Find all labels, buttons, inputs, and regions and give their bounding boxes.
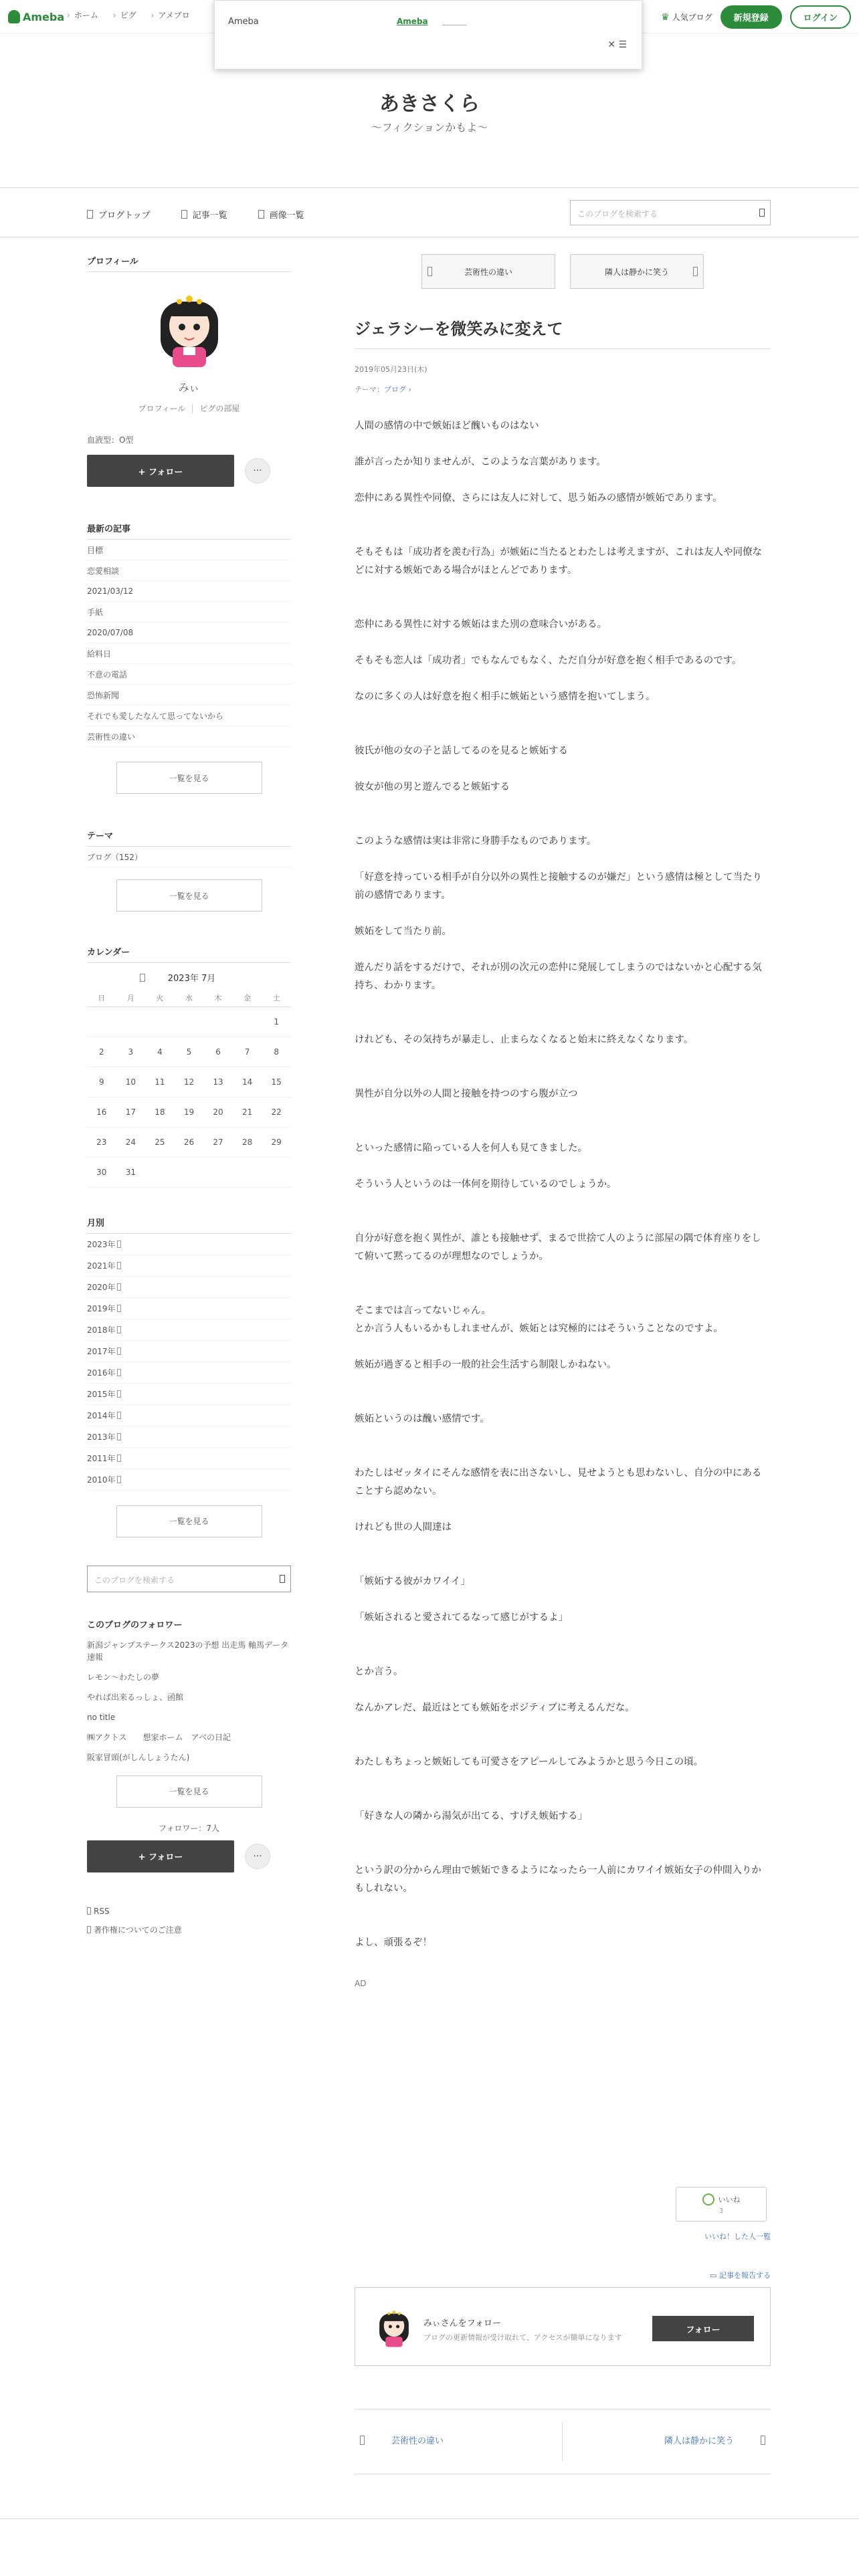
calendar-day: 9 — [87, 1067, 116, 1097]
monthly-heading: 月別 — [87, 1216, 291, 1234]
rss-icon — [87, 1907, 91, 1915]
monthly-archive-item[interactable] — [87, 1255, 291, 1277]
recent-entries-list — [87, 540, 291, 747]
article-paragraph — [355, 1717, 771, 1735]
article-paragraph — [355, 1392, 771, 1410]
follow-card-title: みぃさんをフォロー — [423, 2319, 501, 2329]
report-label: 記事を報告する — [719, 2271, 771, 2280]
weekday: 木 — [203, 989, 233, 1006]
article-paragraph — [355, 1103, 771, 1121]
follower-blog-link[interactable]: ㈱アクトス 想家ホーム アベの日記 — [87, 1732, 231, 1742]
calendar-day — [203, 1006, 233, 1037]
ad-label: AD — [355, 1979, 367, 1988]
article-paragraph: けれども世の人間達は — [355, 1522, 452, 1533]
theme-link[interactable]: ブログ — [384, 385, 406, 394]
chevron-left-icon — [427, 267, 432, 276]
logo-text: Ameba — [23, 10, 65, 23]
calendar-day — [145, 1157, 175, 1187]
recent-entry[interactable]: 不意の電話 — [87, 664, 291, 685]
smile-icon — [702, 2193, 714, 2206]
follower-blog-link[interactable]: 新潟ジャンプステークス2023の予想 出走馬 軸馬データ速報 — [87, 1640, 289, 1662]
article-body — [355, 417, 771, 1952]
archive-year: 2014年 — [87, 1410, 116, 1420]
article-paragraph — [355, 1212, 771, 1230]
weekday: 水 — [175, 989, 204, 1006]
expand-icon[interactable] — [117, 1455, 121, 1462]
calendar-day — [175, 1006, 204, 1037]
article-paragraph: 嫉妬というのは醜い感情です。 — [355, 1414, 490, 1424]
article-paragraph — [355, 1555, 771, 1573]
global-nav — [67, 9, 190, 21]
article-paragraph — [355, 905, 771, 923]
recent-heading: 最新の記事 — [87, 522, 291, 540]
article-paragraph — [355, 1067, 771, 1085]
article-paragraph — [355, 1772, 771, 1790]
article-paragraph — [355, 941, 771, 959]
calendar-day: 1 — [262, 1006, 291, 1037]
article-paragraph — [355, 526, 771, 544]
article-paragraph — [355, 1844, 771, 1862]
report-icon: ▭ — [710, 2271, 719, 2280]
article-paragraph: 彼氏が他の女の子と話してるのを見ると嫉妬する — [355, 746, 568, 756]
article-paragraph: わたしはゼッタイにそんな感情を表に出さないし、見せようとも思わないし、自分の中にあることすら認めない。 — [355, 1468, 762, 1497]
article-paragraph: そこまでは言ってないじゃん。 とか言う人もいるかもしれませんが、嫉妬とは究極的にはそういうことなのですよ。 — [355, 1305, 723, 1334]
article-paragraph — [355, 1121, 771, 1140]
archive-year: 2010年 — [87, 1475, 116, 1485]
calendar-day: 20 — [203, 1097, 233, 1127]
avatar-illustration — [153, 287, 226, 367]
article-paragraph: 彼女が他の男と遊んでると嫉妬する — [355, 782, 510, 792]
archive-year: 2018年 — [87, 1325, 116, 1335]
expand-icon[interactable] — [117, 1412, 121, 1419]
next-article-button[interactable] — [570, 254, 704, 289]
follower-blog-link[interactable]: レモン〜わたしの夢 — [87, 1672, 160, 1682]
chevron-right-icon: › — [406, 385, 411, 394]
sidebar-search-placeholder: このブログを検索する — [94, 1575, 175, 1585]
article-paragraph — [355, 706, 771, 724]
calendar-month: 2023年 7月 — [167, 974, 216, 984]
pig-room-link[interactable]: ピグの部屋 — [192, 404, 246, 413]
article-paragraph: 嫉妬をして当たり前。 — [355, 926, 452, 937]
theme-more-button[interactable]: 一覧を見る — [116, 879, 262, 911]
article-paragraph: 人間の感情の中で嫉妬ほど醜いものはない — [355, 421, 539, 431]
avatar[interactable] — [153, 287, 226, 367]
blog-subtitle: 〜フィクションかもよ〜 — [371, 121, 488, 134]
followers-list — [87, 1635, 291, 1767]
calendar-day: 29 — [262, 1127, 291, 1157]
nav-entry-list-label: 記事一覧 — [192, 211, 227, 221]
calendar-header — [87, 971, 291, 984]
monthly-archive-item[interactable] — [87, 1298, 291, 1319]
calendar-day: 13 — [203, 1067, 233, 1097]
image-icon — [258, 210, 264, 219]
article-paragraph: という訳の分からん理由で嫉妬できるようになったら一人前にカワイイ嫉妬女子の仲間入りかもしれない。 — [355, 1865, 761, 1894]
calendar-day: 8 — [262, 1037, 291, 1067]
article-paragraph — [355, 634, 771, 652]
article-paragraph: このような感情は実は非常に身勝手なものであります。 — [355, 836, 597, 847]
weekday: 金 — [233, 989, 262, 1006]
popular-blog-link[interactable] — [661, 11, 712, 23]
sidebar — [87, 254, 291, 1939]
more-options-button[interactable]: ··· — [245, 1844, 270, 1869]
article-paragraph — [355, 1266, 771, 1284]
calendar-day: 27 — [203, 1127, 233, 1157]
calendar-day — [203, 1157, 233, 1187]
recent-entry[interactable]: 給料日 — [87, 643, 291, 664]
nav-home[interactable]: › ホーム — [67, 9, 98, 21]
calendar-prev-icon[interactable] — [140, 974, 145, 982]
recent-entry[interactable]: 目標 — [87, 540, 291, 560]
calendar-day: 30 — [87, 1157, 116, 1187]
monthly-archive-list — [87, 1234, 291, 1491]
profile-section — [87, 272, 291, 487]
monthly-archive-item[interactable] — [87, 1234, 291, 1255]
calendar-body — [87, 1006, 291, 1187]
article-paragraph: 恋仲にある異性や同僚、さらには友人に対して、思う妬みの感情が嫉妬であります。 — [355, 493, 723, 504]
article-paragraph: とか言う。 — [355, 1667, 403, 1677]
expand-icon[interactable] — [117, 1369, 121, 1376]
calendar-day: 19 — [175, 1097, 204, 1127]
article-paragraph — [355, 995, 771, 1013]
article-title[interactable]: ジェラシーを微笑みに変えて — [355, 316, 771, 349]
article-paragraph: 遊んだり話をするだけで、それが別の次元の恋仲に発展してしまうのではないかと心配する気持ち、わかります。 — [355, 962, 762, 991]
rss-label: RSS — [94, 1906, 110, 1916]
weekday: 火 — [145, 989, 175, 1006]
home-icon — [87, 210, 93, 219]
article-paragraph — [355, 1627, 771, 1645]
calendar-day — [116, 1006, 146, 1037]
article-paragraph: そもそもは「成功者を羨む行為」が嫉妬に当たるとわたしは考えますが、これは友人や同僚などに対する嫉妬である場合がほとんどであります。 — [355, 547, 762, 576]
article-paragraph: といった感情に陥っている人を何人も見てきました。 — [355, 1143, 587, 1154]
crown-icon: ♛ — [661, 11, 670, 23]
popular-label: 人気ブログ — [672, 13, 712, 22]
popup-ameba-link[interactable]: Ameba — [397, 17, 428, 26]
article-paragraph: 自分が好意を抱く異性が、誰とも接触せず、まるで世捨て人のように部屋の隅で体育座りをして俯いて黙ってるのが理想なのでしょうか。 — [355, 1233, 761, 1262]
article-paragraph — [355, 815, 771, 833]
article-paragraph — [355, 1898, 771, 1916]
article-paragraph: けれども、その気持ちが暴走し、止まらなくなると始末に終えなくなります。 — [355, 1035, 694, 1045]
signup-button[interactable]: 新規登録 — [721, 5, 782, 29]
pager-divider — [562, 2422, 563, 2462]
recent-entry[interactable]: 2021/03/12 — [87, 581, 291, 602]
header-actions — [661, 5, 851, 29]
article-column — [355, 254, 771, 2446]
follow-button-bottom[interactable]: + フォロー — [87, 1840, 234, 1872]
nav-blog-top-label: ブログトップ — [98, 211, 151, 221]
calendar-heading: カレンダー — [87, 945, 291, 963]
avatar — [375, 2305, 413, 2348]
avatar-illustration — [375, 2305, 413, 2348]
prev-article-link[interactable] — [360, 2434, 444, 2446]
expand-icon[interactable] — [117, 1262, 121, 1269]
monthly-archive-item[interactable] — [87, 1341, 291, 1362]
calendar-day: 23 — [87, 1127, 116, 1157]
article-paragraph: 誰が言ったか知りませんが、このような言葉があります。 — [355, 457, 606, 467]
article-paragraph — [355, 1826, 771, 1844]
article-paragraph: なのに多くの人は好意を抱く相手に嫉妬という感情を抱いてしまう。 — [355, 691, 656, 702]
article-paragraph — [355, 1284, 771, 1302]
ameba-logo[interactable] — [8, 9, 64, 25]
monthly-more-button[interactable]: 一覧を見る — [116, 1505, 262, 1537]
calendar-day: 28 — [233, 1127, 262, 1157]
article-paragraph — [355, 1194, 771, 1212]
frog-icon — [8, 10, 20, 23]
article-paragraph — [355, 598, 771, 616]
expand-icon[interactable] — [117, 1433, 121, 1440]
follower-blog-link[interactable]: 阪家冒頭(がしんしょうたん) — [87, 1752, 190, 1762]
archive-year: 2023年 — [87, 1239, 116, 1249]
nav-amebro[interactable]: › アメブロ — [151, 9, 190, 21]
next-article-link[interactable] — [664, 2434, 765, 2446]
sidebar-search-input[interactable] — [87, 1566, 291, 1592]
profile-blood-type: 血液型：O型 — [87, 435, 134, 445]
info-icon — [87, 1926, 91, 1933]
profile-links — [87, 403, 291, 414]
article-paragraph — [355, 1338, 771, 1356]
calendar-day — [233, 1157, 262, 1187]
article-paragraph — [355, 1501, 771, 1519]
article-paragraph — [355, 1374, 771, 1392]
follow-card-description: ブログの更新情報が受け取れて、アクセスが簡単になります — [423, 2333, 622, 2342]
archive-year: 2017年 — [87, 1346, 116, 1356]
calendar-day: 12 — [175, 1067, 204, 1097]
article-paragraph: 「好意を持っている相手が自分以外の異性と接触するのが嫌だ」という感情は極として当たり前の感情であります。 — [355, 872, 762, 901]
monthly-archive-item[interactable] — [87, 1405, 291, 1426]
profile-heading: プロフィール — [87, 254, 291, 272]
chevron-left-icon — [360, 2436, 365, 2445]
article-paragraph: そういう人というのは一体何を期待しているのでしょうか。 — [355, 1179, 617, 1190]
followers-heading: このブログのフォロワー — [87, 1620, 183, 1630]
chevron-right-icon — [761, 2436, 765, 2445]
blog-header — [0, 70, 859, 187]
article-paragraph — [355, 796, 771, 815]
more-options-button[interactable]: ··· — [245, 458, 270, 484]
article-pager-top — [355, 254, 771, 289]
monthly-archive-item[interactable] — [87, 1384, 291, 1405]
recent-entry[interactable]: 芸術性の違い — [87, 726, 291, 747]
follow-card-button[interactable]: フォロー — [652, 2316, 754, 2341]
expand-icon[interactable] — [117, 1241, 121, 1248]
weekday: 土 — [262, 989, 291, 1006]
monthly-archive-item[interactable] — [87, 1277, 291, 1298]
calendar-day: 25 — [145, 1127, 175, 1157]
follower-blog-link[interactable]: no title — [87, 1712, 116, 1722]
like-button[interactable] — [676, 2187, 767, 2222]
weekday: 月 — [116, 989, 146, 1006]
archive-year: 2013年 — [87, 1432, 116, 1442]
article-paragraph — [355, 435, 771, 453]
article-paragraph — [355, 1013, 771, 1031]
blog-nav — [0, 187, 859, 237]
article-paragraph — [355, 1681, 771, 1699]
nav-blog-top[interactable] — [87, 208, 151, 221]
calendar-day: 26 — [175, 1127, 204, 1157]
article-paragraph — [355, 580, 771, 598]
article-paragraph — [355, 1446, 771, 1465]
calendar-day: 15 — [262, 1067, 291, 1097]
article-theme — [355, 384, 771, 395]
login-button[interactable]: ログイン — [790, 5, 851, 29]
recent-entry[interactable]: 手紙 — [87, 602, 291, 623]
article-paragraph: なんかアレだ、最近はとても嫉妬をポジティブに考えるんだな。 — [355, 1703, 635, 1713]
calendar-day: 16 — [87, 1097, 116, 1127]
calendar-day: 10 — [116, 1067, 146, 1097]
article-paragraph — [355, 1428, 771, 1446]
archive-year: 2015年 — [87, 1389, 116, 1399]
calendar-day: 24 — [116, 1127, 146, 1157]
calendar-day — [145, 1006, 175, 1037]
prev-article-label: 芸術性の違い — [464, 267, 512, 277]
expand-icon[interactable] — [117, 1305, 121, 1312]
follower-blog-link[interactable]: やれば出来るっしょ、函館 — [87, 1692, 184, 1702]
follow-button[interactable]: + フォロー — [87, 455, 234, 487]
calendar-day — [233, 1006, 262, 1037]
sidebar-links — [87, 1902, 291, 1939]
weekday: 日 — [87, 989, 116, 1006]
search-icon[interactable] — [759, 209, 765, 217]
article-paragraph: 「嫉妬する彼がカワイイ」 — [355, 1576, 470, 1587]
follow-card — [355, 2287, 771, 2366]
article-paragraph — [355, 1049, 771, 1067]
recent-entry[interactable]: 2020/07/08 — [87, 623, 291, 643]
copyright-link[interactable] — [87, 1921, 291, 1939]
copyright-label: 著作権についてのご注意 — [94, 1925, 182, 1935]
footer-divider — [0, 2518, 859, 2519]
article-paragraph — [355, 1645, 771, 1663]
followers-more-button[interactable]: 一覧を見る — [116, 1776, 262, 1808]
next-article-label: 隣人は静かに笑う — [604, 267, 669, 277]
monthly-archive-item[interactable] — [87, 1319, 291, 1341]
article-paragraph — [355, 1735, 771, 1753]
article-paragraph — [355, 471, 771, 490]
monthly-archive-item[interactable] — [87, 1469, 291, 1491]
like-count: 3 — [719, 2208, 724, 2215]
expand-icon[interactable] — [117, 1326, 121, 1333]
profile-link[interactable]: プロフィール — [138, 404, 186, 413]
monthly-archive-item[interactable] — [87, 1362, 291, 1384]
recent-entry[interactable]: 恋愛相談 — [87, 560, 291, 581]
recent-more-button[interactable]: 一覧を見る — [116, 762, 262, 794]
article-paragraph: 異性が自分以外の人間と接触を持つのすら腹が立つ — [355, 1089, 578, 1099]
calendar-day: 4 — [145, 1037, 175, 1067]
blog-search-input[interactable] — [570, 200, 771, 225]
expand-icon[interactable] — [117, 1390, 121, 1398]
calendar-day: 22 — [262, 1097, 291, 1127]
report-link[interactable] — [710, 2270, 771, 2280]
article-paragraph: わたしもちょっと嫉妬しても可愛さをアピールしてみようかと思う今日この頃。 — [355, 1757, 704, 1767]
article-paragraph — [355, 1591, 771, 1609]
rss-link[interactable] — [87, 1902, 291, 1921]
popup-label: Ameba — [228, 17, 259, 27]
article-paragraph — [355, 508, 771, 526]
calendar-day: 5 — [175, 1037, 204, 1067]
article-paragraph: そもそも恋人は「成功者」でもなんでもなく、ただ自分が好意を抱く相手であるのです。 — [355, 655, 742, 666]
follower-count: フォロワー：7人 — [158, 1823, 220, 1833]
calendar-day: 21 — [233, 1097, 262, 1127]
header-popup — [214, 0, 642, 70]
next-article-label: 隣人は静かに笑う — [664, 2436, 734, 2446]
calendar-day — [262, 1157, 291, 1187]
theme-heading: テーマ — [87, 829, 291, 847]
popup-close-icon[interactable]: ✕ ☰ — [607, 39, 627, 50]
calendar-day: 2 — [87, 1037, 116, 1067]
calendar-table — [87, 989, 291, 1188]
calendar-day — [175, 1157, 204, 1187]
article-date: 2019年05月23日(木) — [355, 365, 427, 374]
profile-name: みぃ — [178, 381, 200, 394]
article-paragraph — [355, 1537, 771, 1555]
nav-entry-list[interactable] — [181, 208, 227, 221]
monthly-archive-item[interactable] — [87, 1426, 291, 1448]
article-paragraph — [355, 851, 771, 869]
theme-item[interactable]: ブログ（152） — [87, 847, 291, 867]
calendar-day: 11 — [145, 1067, 175, 1097]
prev-article-button[interactable] — [421, 254, 555, 289]
like-label: いいね — [718, 2195, 741, 2204]
article-paragraph — [355, 760, 771, 778]
article-paragraph — [355, 1916, 771, 1934]
article-paragraph — [355, 724, 771, 742]
nav-pigg[interactable]: › ピグ — [113, 9, 136, 21]
article-paragraph: 恋仲にある異性に対する嫉妬はまた別の意味合いがある。 — [355, 619, 607, 630]
article-paragraph: 「嫉妬されると愛されてるなって感じがするよ」 — [355, 1612, 568, 1623]
calendar-day: 31 — [116, 1157, 146, 1187]
article-paragraph — [355, 1790, 771, 1808]
theme-label: テーマ： — [355, 385, 384, 394]
recent-entry[interactable]: 恐怖新聞 — [87, 685, 291, 706]
article-paragraph — [355, 1158, 771, 1176]
expand-icon[interactable] — [117, 1476, 121, 1483]
archive-year: 2021年 — [87, 1261, 116, 1271]
monthly-archive-item[interactable] — [87, 1448, 291, 1469]
chevron-right-icon — [693, 267, 698, 276]
expand-icon[interactable] — [117, 1348, 121, 1355]
archive-year: 2016年 — [87, 1368, 116, 1378]
blog-title[interactable]: あきさくら — [379, 92, 480, 116]
article-paragraph: 「好きな人の隣から湯気が出てる、すげえ嫉妬する」 — [355, 1811, 587, 1822]
archive-year: 2011年 — [87, 1453, 116, 1463]
archive-year: 2020年 — [87, 1282, 116, 1292]
calendar-day: 18 — [145, 1097, 175, 1127]
calendar-day — [87, 1006, 116, 1037]
list-icon — [181, 210, 187, 219]
nav-image-list[interactable] — [258, 208, 304, 221]
calendar-day: 17 — [116, 1097, 146, 1127]
article-paragraph: よし、頑張るぞ！ — [355, 1937, 432, 1948]
like-list-link[interactable]: いいね！した人一覧 — [704, 2232, 771, 2241]
calendar-day: 3 — [116, 1037, 146, 1067]
theme-list — [87, 847, 291, 867]
article-paragraph — [355, 670, 771, 688]
search-icon[interactable] — [280, 1575, 285, 1583]
article-pager-bottom — [355, 2409, 771, 2474]
expand-icon[interactable] — [117, 1283, 121, 1291]
calendar-day: 7 — [233, 1037, 262, 1067]
prev-article-label: 芸術性の違い — [391, 2436, 444, 2446]
search-placeholder: このブログを検索する — [577, 209, 658, 219]
nav-image-list-label: 画像一覧 — [269, 211, 304, 221]
archive-year: 2019年 — [87, 1303, 116, 1313]
article-paragraph: 嫉妬が過ぎると相手の一般的社会生活すら制限しかねない。 — [355, 1360, 617, 1370]
calendar-day: 6 — [203, 1037, 233, 1067]
calendar-day: 14 — [233, 1067, 262, 1097]
recent-entry[interactable]: それでも愛したなんて思ってないから — [87, 706, 291, 726]
